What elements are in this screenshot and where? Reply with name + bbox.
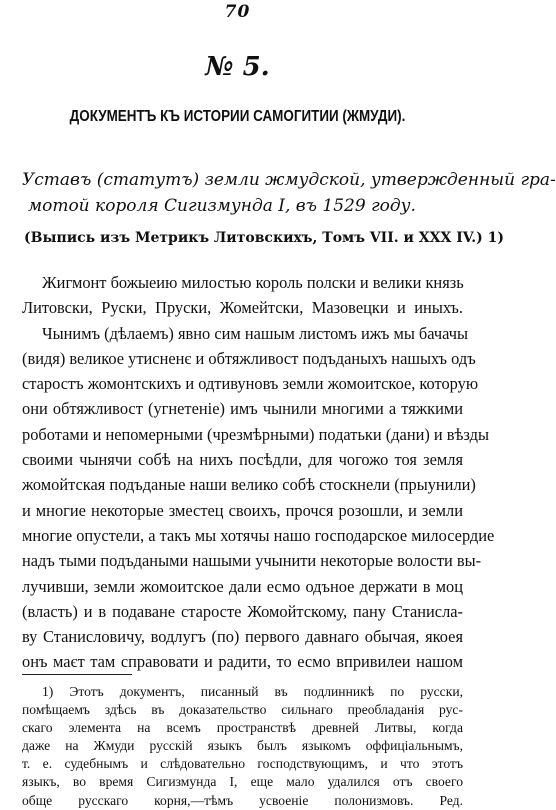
footnote-line: помѣщаемъ здѣсь въ доказательство сильнаго преобладанія рус-: [22, 702, 463, 718]
text-line: многие опустели, а такъ мы хотячы нашо господарское милосердие: [22, 525, 495, 545]
footnote-line: обще русскаго корня,—тѣмъ усвоеніе полонизмовъ. Ред.: [22, 792, 463, 808]
text-line: Литовски, Руски, Пруски, Жомейтски, Мазовецки и иныхъ.: [22, 298, 463, 318]
footnote-line: 1) Этотъ документъ, писанный въ подлинникѣ по русски,: [42, 684, 463, 699]
subtitle: [22, 167, 556, 219]
text-line: старостъ жомонтскихъ и одтивуновъ земли жомоитское, которую: [22, 374, 479, 394]
text-line: лучивши, земли жомоитское дали есмо одъное держати в моц: [22, 576, 463, 596]
text-line: Чынимъ (дѣлаемъ) явно сим нашым листомъ ижъ мы бачачы: [42, 323, 469, 343]
footnote-line: скаго элемента на всемъ пространствѣ древней Литвы, когда: [22, 720, 463, 736]
text-line: и многие некоторые зместец своихъ, прочся розошли, и земли: [22, 500, 463, 520]
subtitle-line: мотой короля Сигизмунда I, въ 1529 году.: [28, 196, 416, 216]
source-note: (Выпись изъ Метрикъ Литовскихъ, Томъ VII. и XXX IV.) 1): [24, 230, 504, 246]
text-line: они обтяжливост (угнетеніе) имъ чынили многими а тяжкими: [22, 399, 463, 419]
body-text: [22, 270, 495, 675]
text-line: надъ тыми подъдаными нашыми учынити некоторые волости вы-: [22, 551, 482, 571]
footnote-line: языкъ, во время Сигизмунда I, еще мало удалился отъ своего: [22, 774, 463, 790]
text-line: своими чынячи собѣ на нихъ посѣдли, для чогожо тоя земля: [22, 450, 463, 470]
footnote-line: даже на Жмуди русскій языкъ былъ языкомъ оффиціальнымъ,: [22, 738, 463, 754]
footnote-line: т. е. судебнымъ и слѣдовательно господствующимъ, и что этотъ: [22, 756, 463, 772]
text-line: онъ маєт там справовати и радити, то есмо впривилеи нашом: [22, 652, 463, 672]
page-number: 70: [224, 2, 251, 22]
text-line: жомойтская подъданые наши велико собѣ стоскнели (прыунили): [22, 475, 476, 495]
text-line: ву Станисловичу, водлугъ (по) первого давнаго обычая, якоея: [22, 627, 463, 647]
text-line: Жигмонт божыеию милостью король полски и велики князь: [42, 273, 464, 292]
text-line: (власть) и в подаване старосте Жомойтскому, пану Станисла-: [22, 601, 463, 621]
text-line: роботами и непомерными (чрезмѣрными) податьки (дани) и вѣзды: [22, 424, 489, 444]
document-number: № 5.: [205, 52, 270, 82]
document-title: ДОКУМЕНТЪ КЪ ИСТОРИИ САМОГИТИИ (ЖМУДИ).: [69, 108, 406, 125]
subtitle-line: Уставъ (статутъ) земли жмудской, утвержденный гра-: [22, 170, 556, 190]
footnote: [22, 683, 463, 810]
footnote-divider: [22, 674, 132, 675]
text-line: (видя) великое утисненє и обтяжливост подъданыхъ нашыхъ одъ: [22, 348, 476, 368]
